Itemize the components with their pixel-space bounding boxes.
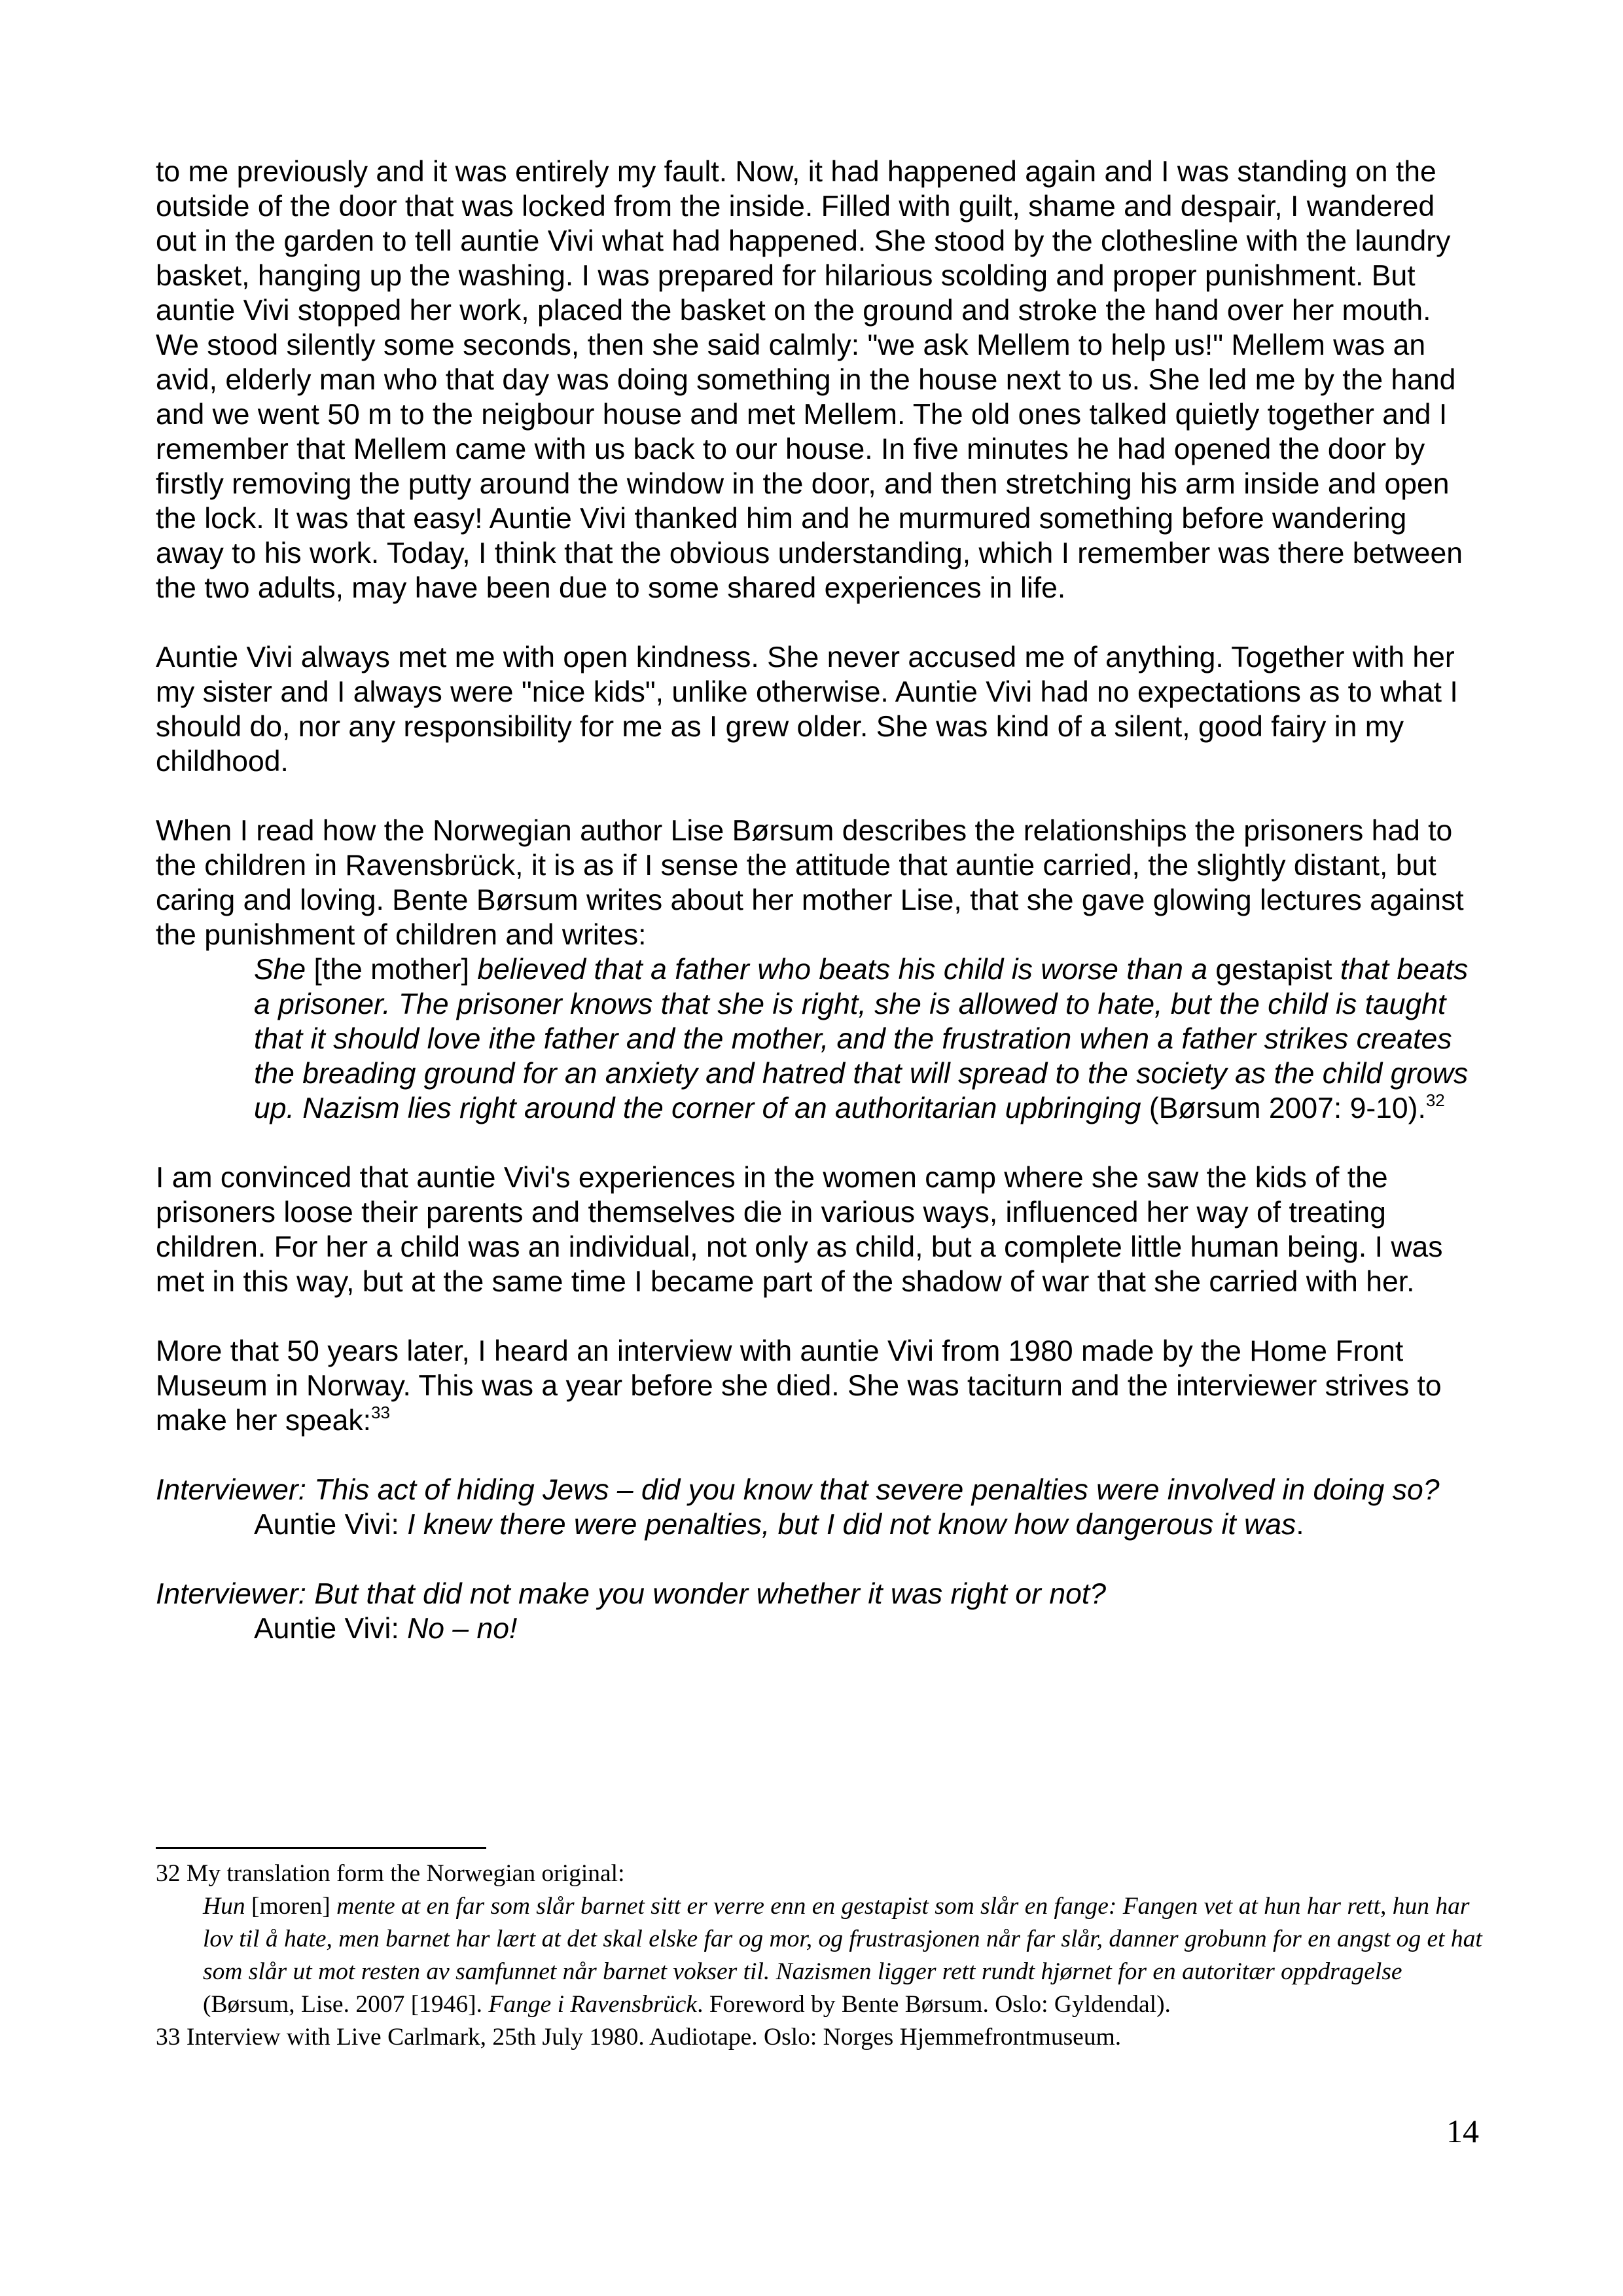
interviewee-answer (156, 1509, 1304, 1541)
quote-text: [the mother] (306, 954, 478, 986)
footnote-text: [moren] (245, 1893, 337, 1920)
paragraph: When I read how the Norwegian author Lise Børsum describes the relationships the prisoners had to the children in Ravensbrück, it is as if I sense the attitude that auntie carried, the slightly distant, but caring and loving. Bente Børsum writes about her mother Lise, that she gave glowing lectures against the punishment of children and writes: (156, 815, 1464, 951)
paragraph-text: More that 50 years later, I heard an interview with auntie Vivi from 1980 made by the Home Front Museum in Norway. This was a year before she died. She was taciturn and the interviewer strives to make her speak: (156, 1335, 1442, 1437)
interview-exchange (156, 1577, 1478, 1646)
footnote-book-title: Fange i Ravensbrück (488, 1991, 698, 2018)
speaker-label: Auntie Vivi: (254, 1613, 408, 1645)
block-quote (254, 952, 1478, 1126)
footnotes (156, 1857, 1484, 2054)
footnote-33: 33 Interview with Live Carlmark, 25th July 1980. Audiotape. Oslo: Norges Hjemmefrontmuseum. (156, 2024, 1122, 2051)
footnote-separator (156, 1847, 486, 1849)
footnote-reference[interactable]: 32 (1425, 1090, 1445, 1110)
footnote-text: Hun (203, 1893, 245, 1920)
quote-citation: (Børsum 2007: 9-10). (1141, 1092, 1426, 1124)
interview-exchange (156, 1473, 1478, 1542)
quote-text: believed that a father who beats his child is worse than a (477, 954, 1208, 986)
footnote-reference[interactable]: 33 (370, 1403, 390, 1422)
paragraph: Auntie Vivi always met me with open kindness. She never accused me of anything. Together with her my sister and I always were "nice kids", unlike otherwise. Auntie Vivi had no expectations as to what I should do, nor any responsibility for me as I grew older. She was kind of a silent, good fairy in my childhood. (156, 641, 1458, 778)
interviewee-answer (156, 1613, 517, 1645)
quote-text: She (254, 954, 306, 986)
answer-text: I knew there were penalties, but I did not know how dangerous it was (407, 1509, 1296, 1541)
footnote-32: 32 My translation form the Norwegian original: (156, 1860, 625, 1887)
paragraph: I am convinced that auntie Vivi's experiences in the women camp where she saw the kids of the prisoners loose their parents and themselves die in various ways, influenced her way of treating children. For her a child was an individual, not only as child, but a complete little human being. I was met in this way, but at the same time I became part of the shadow of war that she carried with her. (156, 1162, 1443, 1298)
footnote-text: mente at en far som slår barnet sitt er verre enn en gestapist som slår en fange: Fangen vet at hun har rett, hun har lov til å hate, men barnet har lært at det skal elske far og mor, og frustrasjonen når far slår, danner grobunn for en angst og et hat som slår ut mot resten av samfunnet når barnet vokser til. Nazismen ligger rett rundt hjørnet for en autoritær oppdragelse (203, 1893, 1482, 1985)
paragraph: to me previously and it was entirely my fault. Now, it had happened again and I was standing on the outside of the door that was locked from the inside. Filled with guilt, shame and despair, I wandered out in the garden to tell auntie Vivi what had happened. She stood by the clothesline with the laundry basket, hanging up the washing. I was prepared for hilarious scolding and proper punishment. But auntie Vivi stopped her work, placed the basket on the ground and stroke the hand over her mouth. We stood silently some seconds, then she said calmly: "we ask Mellem to help us!" Mellem was an avid, elderly man who that day was doing something in the house next to us. She led me by the hand and we went 50 m to the neigbour house and met Mellem. The old ones talked quietly together and I remember that Mellem came with us back to our house. In five minutes he had opened the door by firstly removing the putty around the window in the door, and then stretching his arm inside and open the lock. It was that easy! Auntie Vivi thanked him and he murmured something before wandering away to his work. Today, I think that the obvious understanding, which I remember was there between the two adults, may have been due to some shared experiences in life. (156, 156, 1463, 604)
footnote-32-quote (156, 1890, 1484, 2021)
quote-text: that beats a prisoner. The prisoner knows that she is right, she is allowed to hate, but the child is taught that it should love ithe father and the mother, and the frustration when a father strikes creates the breading ground for an anxiety and hatred that will spread to the society as the child grows up. Nazism lies right around the corner of an authoritarian upbringing (254, 954, 1469, 1124)
speaker-label: Auntie Vivi: (254, 1509, 408, 1541)
answer-text: No – no! (407, 1613, 518, 1645)
page-number: 14 (1446, 2113, 1479, 2149)
footnote-text: . Foreword by Bente Børsum. Oslo: Gyldendal). (697, 1991, 1171, 2018)
footnote-text: (Børsum, Lise. 2007 [1946]. (203, 1991, 489, 2018)
answer-end: . (1296, 1509, 1304, 1541)
quote-text: gestapist (1207, 954, 1340, 986)
paragraph (156, 1334, 1478, 1438)
interviewer-question: Interviewer: This act of hiding Jews – did you know that severe penalties were involved in doing so? (156, 1474, 1440, 1506)
interviewer-question: Interviewer: But that did not make you wonder whether it was right or not? (156, 1578, 1106, 1610)
body-text (156, 154, 1478, 1681)
